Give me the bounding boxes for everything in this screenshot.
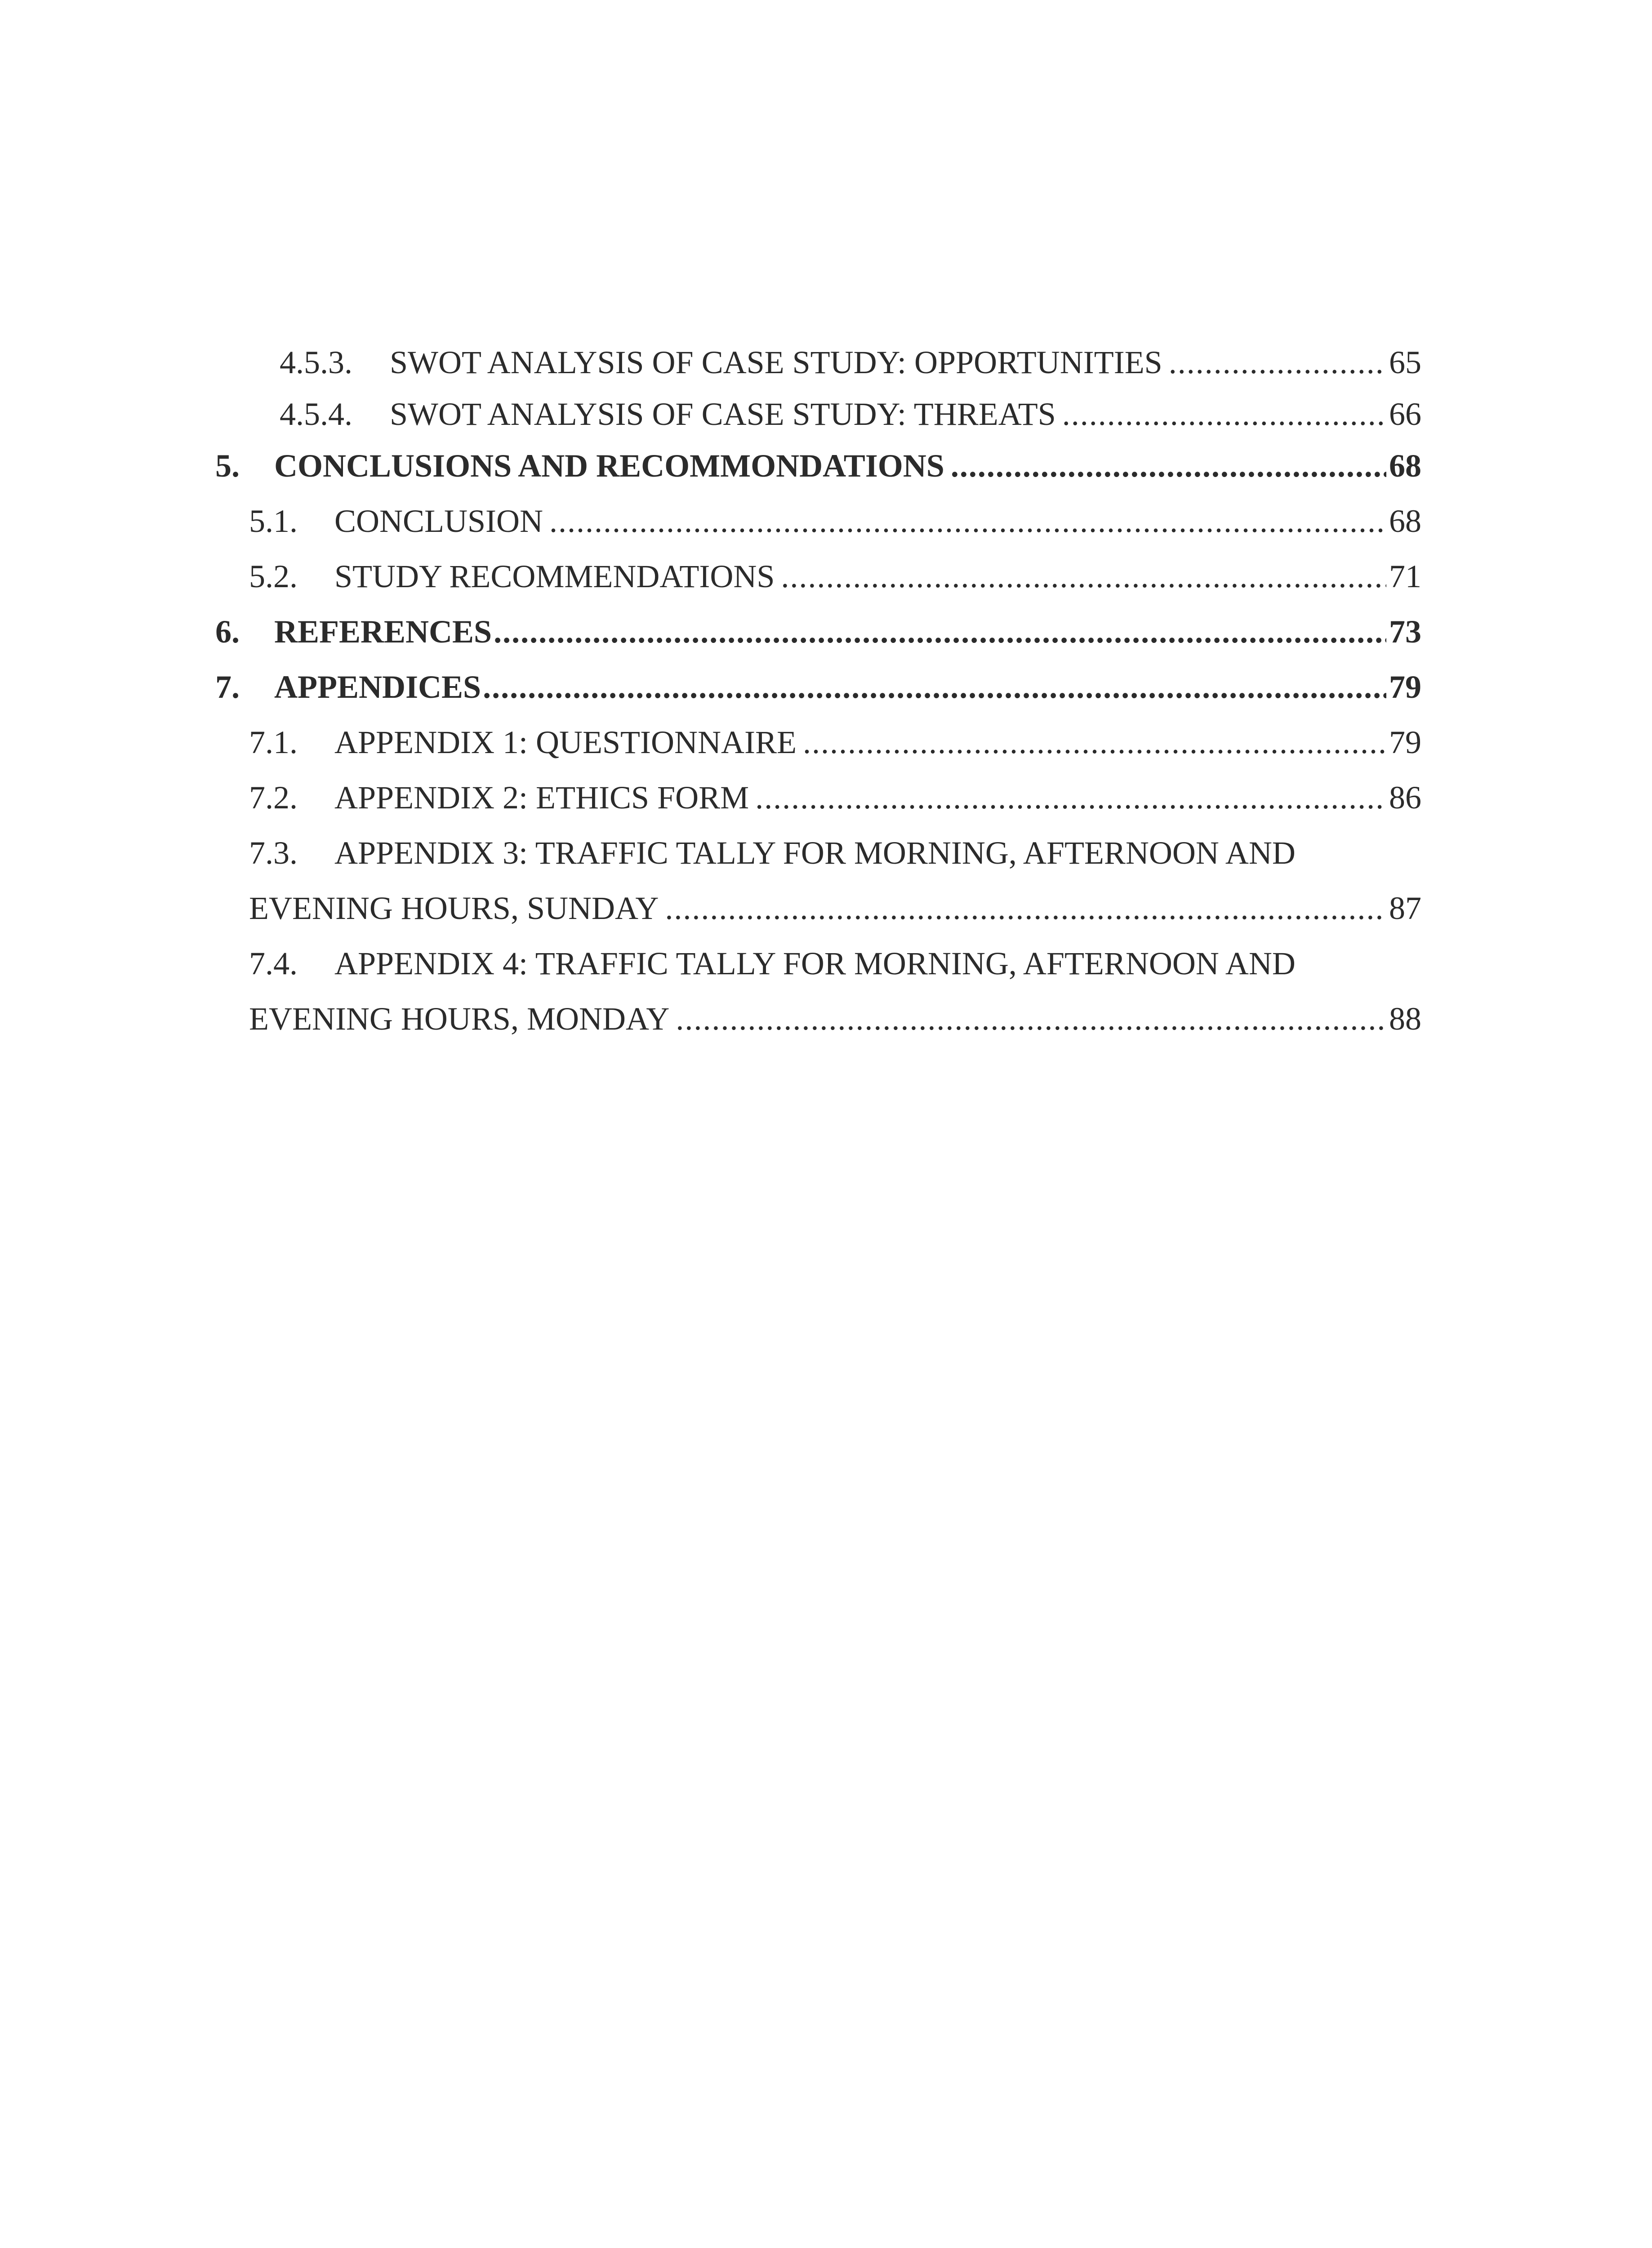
toc-entry-7-3-line2[interactable]: [249, 892, 1421, 924]
toc-entry-7-4-line1[interactable]: [249, 947, 1296, 980]
toc-entry-title: CONCLUSIONS AND RECOMMONDATIONS: [274, 448, 944, 484]
toc-entry-title: SWOT ANALYSIS OF CASE STUDY: OPPORTUNITIES: [390, 344, 1162, 380]
table-of-contents: [0, 0, 1652, 1079]
toc-entry-number: 4.5.4.: [280, 396, 352, 432]
toc-entry-page: 87: [1389, 890, 1421, 926]
toc-entry-7-1[interactable]: [249, 726, 1421, 758]
dot-leader: [494, 616, 1386, 648]
toc-entry-title: APPENDICES: [274, 669, 481, 705]
dot-leader: [781, 560, 1386, 593]
toc-entry-number: 7.2.: [249, 780, 298, 816]
toc-entry-title-continued: EVENING HOURS, MONDAY: [249, 1001, 670, 1037]
dot-leader: [1062, 398, 1386, 430]
toc-entry-number: 5.: [215, 448, 240, 484]
dot-leader: [803, 726, 1386, 758]
toc-entry-title: STUDY RECOMMENDATIONS: [334, 558, 775, 594]
toc-entry-title-continued: EVENING HOURS, SUNDAY: [249, 890, 659, 926]
toc-entry-page: 79: [1389, 669, 1421, 705]
toc-entry-title: APPENDIX 1: QUESTIONNAIRE: [334, 724, 797, 760]
toc-entry-title: REFERENCES: [274, 614, 492, 650]
toc-entry-5[interactable]: [215, 450, 1421, 482]
toc-entry-title: APPENDIX 2: ETHICS FORM: [334, 780, 749, 816]
toc-entry-5-2[interactable]: [249, 560, 1421, 593]
dot-leader: [755, 781, 1386, 814]
toc-entry-page: 68: [1389, 503, 1421, 539]
toc-entry-number: 7.: [215, 669, 240, 705]
toc-entry-page: 88: [1389, 1001, 1421, 1037]
toc-entry-page: 86: [1389, 780, 1421, 816]
toc-entry-number: 4.5.3.: [280, 344, 352, 380]
toc-entry-6[interactable]: [215, 616, 1421, 648]
toc-entry-number: 6.: [215, 614, 240, 650]
toc-entry-title: SWOT ANALYSIS OF CASE STUDY: THREATS: [390, 396, 1056, 432]
toc-entry-4-5-4[interactable]: [280, 398, 1421, 430]
toc-entry-page: 65: [1389, 344, 1421, 380]
dot-leader: [549, 505, 1386, 537]
dot-leader: [483, 671, 1386, 703]
dot-leader: [951, 450, 1386, 482]
toc-entry-number: 7.4.: [249, 946, 298, 981]
toc-entry-page: 73: [1389, 614, 1421, 650]
toc-entry-page: 71: [1389, 558, 1421, 594]
toc-entry-title: APPENDIX 3: TRAFFIC TALLY FOR MORNING, AFTERNOON AND: [334, 835, 1296, 871]
toc-entry-title: APPENDIX 4: TRAFFIC TALLY FOR MORNING, AFTERNOON AND: [334, 946, 1296, 981]
toc-entry-number: 7.3.: [249, 835, 298, 871]
toc-entry-5-1[interactable]: [249, 505, 1421, 537]
toc-entry-4-5-3[interactable]: [280, 346, 1421, 379]
dot-leader: [676, 1003, 1386, 1035]
toc-entry-7-3-line1[interactable]: [249, 837, 1296, 869]
toc-entry-7[interactable]: [215, 671, 1421, 703]
toc-entry-number: 5.2.: [249, 558, 298, 594]
toc-entry-page: 66: [1389, 396, 1421, 432]
toc-entry-number: 7.1.: [249, 724, 298, 760]
toc-entry-7-2[interactable]: [249, 781, 1421, 814]
dot-leader: [1169, 346, 1386, 379]
toc-entry-title: CONCLUSION: [334, 503, 543, 539]
toc-entry-7-4-line2[interactable]: [249, 1003, 1421, 1035]
toc-entry-page: 68: [1389, 448, 1421, 484]
toc-entry-number: 5.1.: [249, 503, 298, 539]
dot-leader: [665, 892, 1386, 924]
toc-entry-page: 79: [1389, 724, 1421, 760]
